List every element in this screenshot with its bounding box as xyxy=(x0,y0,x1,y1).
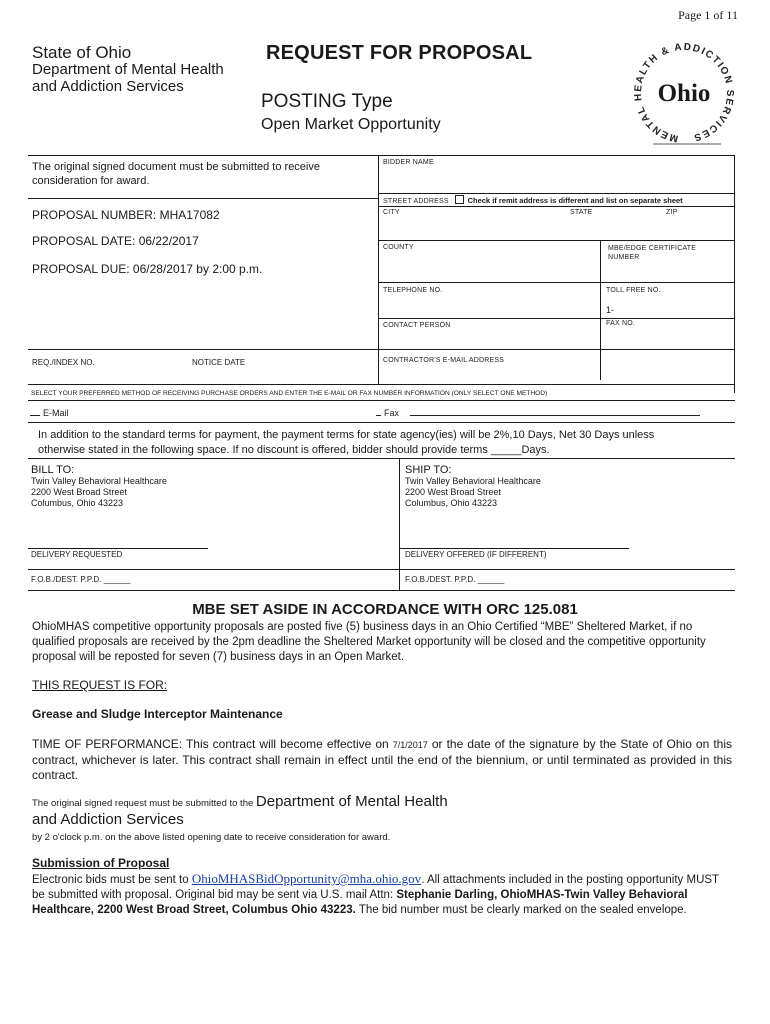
request-for-heading: THIS REQUEST IS FOR: xyxy=(32,678,168,692)
email-option[interactable]: E-Mail xyxy=(30,408,69,418)
form-right-border xyxy=(734,155,735,393)
payment-terms: In addition to the standard terms for payment, the payment terms for state agency(ies) will be 2%,10 Days, Net 30 Days unless otherwise stated in the following space. If no discount is offered, bidder should provide terms _____Days. xyxy=(38,429,655,456)
proposal-date: PROPOSAL DATE: 06/22/2017 xyxy=(32,234,199,248)
street-address-label: STREET ADDRESS xyxy=(383,198,449,205)
original-signed-notice: The original signed document must be submitted to receive consideration for award. xyxy=(32,161,320,187)
project-title: Grease and Sludge Interceptor Maintenance xyxy=(32,707,283,721)
agency-line-3: and Addiction Services xyxy=(32,78,184,95)
mbe-paragraph: OhioMHAS competitive opportunity proposals are posted five (5) business days in an Ohio Certified “MBE” Sheltered Market, if no qualified proposals are received by the 2pm deadline the Sheltered Market opportunity will be closed and the competitive opportunity proposal will be reposted for seven (7) business days in an Open Market. xyxy=(32,621,706,663)
zip-label: ZIP xyxy=(666,209,678,216)
time-of-performance: TIME OF PERFORMANCE: This contract will become effective on 7/1/2017 or the date of the signature by the State of Ohio on this contract, whichever is later. This contract shall remain in effect until the end of the biennium, or until terminated as provided in this contract. xyxy=(32,737,732,782)
agency-block xyxy=(32,44,224,95)
mbe-heading: MBE SET ASIDE IN ACCORDANCE WITH ORC 125.081 xyxy=(192,601,578,618)
notice-date-label: NOTICE DATE xyxy=(192,358,246,367)
mbe-certificate-label: MBE/EDGE CERTIFICATE NUMBER xyxy=(608,245,697,261)
bid-email-link[interactable]: OhioMHASBidOpportunity@mha.ohio.gov xyxy=(191,871,422,886)
form-top-border xyxy=(28,155,735,156)
ship-to-label: SHIP TO: xyxy=(405,464,452,476)
contact-person-label: CONTACT PERSON xyxy=(383,322,451,329)
submission-heading: Submission of Proposal xyxy=(32,856,170,870)
signed-request-notice: The original signed request must be submitted to the Department of Mental Health and Addiction Services by 2 o'clock p.m. on the above listed opening date to receive consideration for award. xyxy=(32,793,448,843)
fax-label: FAX NO. xyxy=(606,320,636,327)
form-center-divider xyxy=(378,155,379,385)
ship-to-block: SHIP TO: Twin Valley Behavioral Healthcare 2200 West Broad Street Columbus, Ohio 43223 xyxy=(405,464,541,508)
agency-line-1: State of Ohio xyxy=(32,43,132,62)
tollfree-label: TOLL FREE NO. xyxy=(606,287,661,294)
street-address-row xyxy=(383,195,683,205)
tollfree-value: 1- xyxy=(606,305,615,315)
fob-left: F.O.B./DEST. P.P.D. ______ xyxy=(31,575,131,584)
opportunity-type: Open Market Opportunity xyxy=(261,116,441,133)
posting-type: POSTING Type xyxy=(261,91,393,112)
remit-checkbox[interactable] xyxy=(455,195,464,204)
page-number: Page 1 of 11 xyxy=(678,8,738,22)
proposal-due: PROPOSAL DUE: 06/28/2017 by 2:00 p.m. xyxy=(32,262,263,276)
delivery-requested-label: DELIVERY REQUESTED xyxy=(31,550,123,559)
bidder-name-label: BIDDER NAME xyxy=(383,159,434,166)
seal-center-text: Ohio xyxy=(657,80,711,107)
ohiomhas-seal-logo xyxy=(621,36,747,150)
req-index-label: REQ./INDEX NO. xyxy=(32,358,95,367)
bill-to-block: BILL TO: Twin Valley Behavioral Healthcare 2200 West Broad Street Columbus, Ohio 43223 xyxy=(31,464,167,508)
agency-line-2: Department of Mental Health xyxy=(32,61,224,78)
county-label: COUNTY xyxy=(383,244,414,251)
document-title: REQUEST FOR PROPOSAL xyxy=(266,42,533,64)
city-label: CITY xyxy=(383,209,400,216)
fob-right: F.O.B./DEST. P.P.D. ______ xyxy=(405,575,505,584)
bill-to-label: BILL TO: xyxy=(31,464,75,476)
fax-option[interactable]: Fax xyxy=(376,408,700,418)
submission-paragraph: Electronic bids must be sent to OhioMHASBidOpportunity@mha.ohio.gov. All attachments included in the posting opportunity MUST be submitted with proposal. Original bid may be sent via U.S. mail Attn: Stephanie Darling, OhioMHAS-Twin Valley Behavioral Healthcare, 2200 West Broad Street, Columbus Ohio 43223. The bid number must be clearly marked on the sealed envelope. xyxy=(32,871,719,916)
seal-ring-text: MENTAL HEALTH & ADDICTION SERVICES xyxy=(632,41,736,144)
delivery-offered-label: DELIVERY OFFERED (IF DIFFERENT) xyxy=(405,550,547,559)
remit-check-label: Check if remit address is different and list on separate sheet xyxy=(467,196,683,205)
contractor-email-label: CONTRACTOR'S E-MAIL ADDRESS xyxy=(383,357,505,364)
state-label: STATE xyxy=(570,209,593,216)
telephone-label: TELEPHONE NO. xyxy=(383,287,443,294)
proposal-number: PROPOSAL NUMBER: MHA17082 xyxy=(32,208,220,222)
purchase-order-method-text: SELECT YOUR PREFERRED METHOD OF RECEIVING PURCHASE ORDERS AND ENTER THE E-MAIL OR FAX NUMBER INFORMATION (ONLY SELECT ONE METHOD) xyxy=(31,390,548,397)
form-bottom-border xyxy=(28,590,735,591)
seal-icon xyxy=(621,36,747,150)
